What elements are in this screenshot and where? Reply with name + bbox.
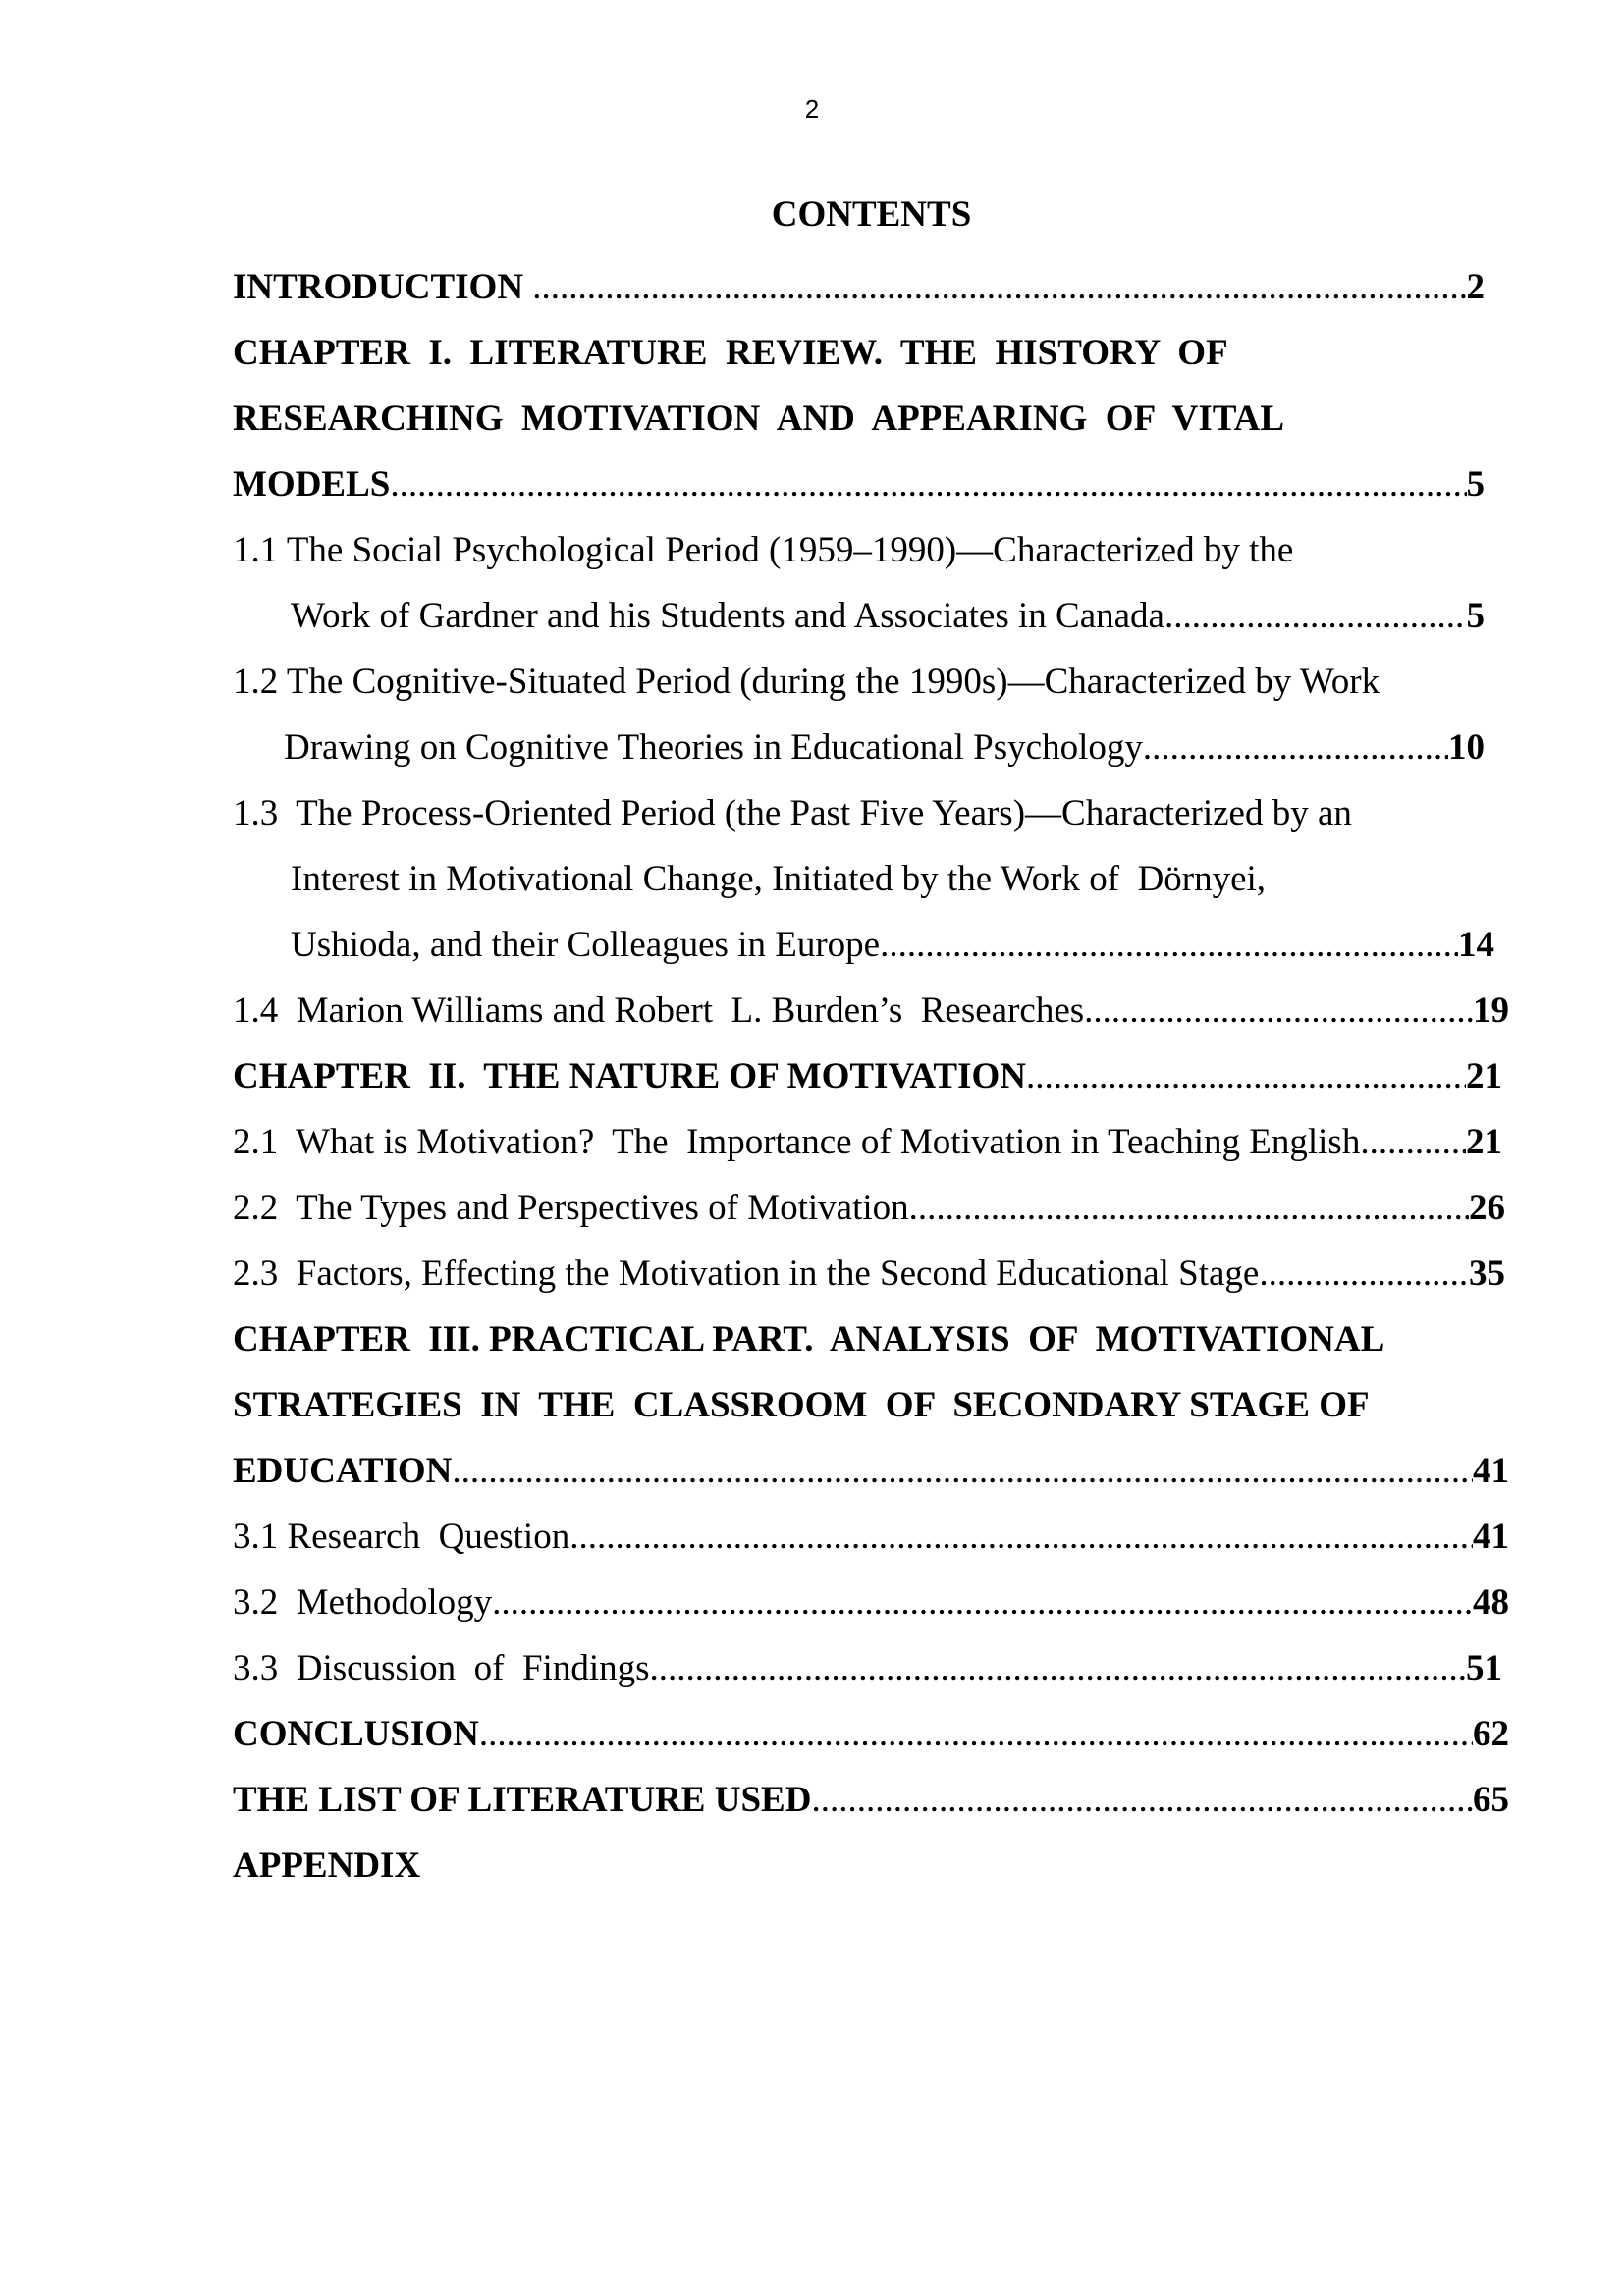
- dot-leader: [1259, 1245, 1469, 1304]
- toc-entry-title: CHAPTER III. PRACTICAL PART. ANALYSIS OF MOTIVATIONAL: [233, 1319, 1385, 1360]
- toc-entry: [233, 982, 1509, 1041]
- dot-leader: [1143, 719, 1448, 777]
- toc-entry-title: 2.2 The Types and Perspectives of Motivation: [233, 1188, 909, 1228]
- toc-entry: [233, 1442, 1509, 1501]
- toc-entry-title: CONCLUSION: [233, 1714, 479, 1754]
- toc-entry-title: Work of Gardner and his Students and Associates in Canada.: [291, 596, 1174, 636]
- toc-entry: [291, 587, 1485, 646]
- toc-entry-title: Interest in Motivational Change, Initiated by the Work of Dörnyei,: [291, 859, 1267, 899]
- toc-entry-title: 1.2 The Cognitive-Situated Period (during the 1990s)—Characterized by Work: [233, 662, 1380, 702]
- toc-entry: [291, 850, 1266, 909]
- toc-entry: [233, 1771, 1509, 1830]
- toc-entry-title: INTRODUCTION: [233, 267, 533, 307]
- dot-leader: [532, 258, 1466, 317]
- toc-entry: [233, 521, 1293, 580]
- toc-page-number: 41: [1473, 1517, 1509, 1557]
- toc-entry: [233, 1245, 1505, 1304]
- dot-leader: [569, 1508, 1473, 1567]
- toc-entry-title: MODELS: [233, 464, 391, 505]
- dot-leader: [452, 1442, 1473, 1501]
- toc-page-number: 10: [1448, 727, 1485, 768]
- toc-entry-title: CHAPTER I. LITERATURE REVIEW. THE HISTORY OF: [233, 333, 1228, 373]
- dot-leader: [880, 916, 1458, 975]
- toc-entry-title: Ushioda, and their Colleagues in Europe: [291, 925, 881, 965]
- toc-entry-title: 3.2 Methodology: [233, 1582, 493, 1623]
- toc-entry: [233, 324, 1228, 383]
- toc-page-number: 21: [1466, 1122, 1502, 1162]
- toc-entry-title: CHAPTER II. THE NATURE OF MOTIVATION: [233, 1056, 1026, 1096]
- toc-entry-title: RESEARCHING MOTIVATION AND APPEARING OF VITAL: [233, 399, 1285, 439]
- toc-title: CONTENTS: [771, 194, 972, 235]
- toc-page-number: 26: [1469, 1188, 1505, 1228]
- toc-entry: [233, 1113, 1502, 1172]
- dot-leader: [909, 1179, 1469, 1238]
- toc-entry: [233, 1179, 1505, 1238]
- dot-leader: [479, 1705, 1473, 1764]
- toc-entry: [233, 653, 1380, 712]
- toc-page-number: 41: [1473, 1451, 1509, 1491]
- toc-entry: [284, 719, 1485, 777]
- toc-entry-title: 1.3 The Process-Oriented Period (the Past Five Years)—Characterized by an: [233, 793, 1352, 833]
- toc-page-number: 19: [1473, 990, 1509, 1031]
- dot-leader: [1173, 587, 1466, 646]
- toc-entry-title: 2.1 What is Motivation? The Importance of Motivation in Teaching English: [233, 1122, 1361, 1162]
- toc-page-number: 65: [1473, 1780, 1509, 1820]
- dot-leader: [650, 1639, 1466, 1698]
- toc-page-number: 21: [1466, 1056, 1502, 1096]
- toc-entry-title: 3.3 Discussion of Findings: [233, 1648, 650, 1688]
- toc-entry: [233, 1508, 1509, 1567]
- toc-entry: [233, 1705, 1509, 1764]
- toc-page-number: 14: [1458, 925, 1494, 965]
- dot-leader: [811, 1771, 1473, 1830]
- toc-entry: [233, 1047, 1502, 1106]
- toc-page-number: 5: [1466, 596, 1485, 636]
- toc-page-number: 62: [1473, 1714, 1509, 1754]
- toc-entry: [233, 1574, 1509, 1632]
- dot-leader: [1360, 1113, 1466, 1172]
- toc-entry-title: 1.4 Marion Williams and Robert L. Burden’s Researches: [233, 990, 1085, 1031]
- toc-entry: [233, 258, 1485, 317]
- toc-entry: [233, 784, 1352, 843]
- toc-entry: [233, 1639, 1502, 1698]
- toc-page-number: 51: [1466, 1648, 1502, 1688]
- dot-leader: [1026, 1047, 1466, 1106]
- toc-page-number: 48: [1473, 1582, 1509, 1623]
- toc-entry: [233, 1310, 1384, 1369]
- page-number: 2: [804, 94, 820, 124]
- dot-leader: [492, 1574, 1473, 1632]
- toc-entry: [291, 916, 1494, 975]
- toc-entry: [233, 1837, 420, 1896]
- toc-page-number: 5: [1466, 464, 1485, 505]
- toc-entry-title: STRATEGIES IN THE CLASSROOM OF SECONDARY STAGE OF: [233, 1385, 1370, 1425]
- dot-leader: [390, 455, 1466, 514]
- toc-entry-title: EDUCATION: [233, 1451, 453, 1491]
- toc-entry-title: APPENDIX: [233, 1845, 421, 1886]
- toc-entry: [233, 455, 1485, 514]
- dot-leader: [1084, 982, 1473, 1041]
- toc-entry-title: Drawing on Cognitive Theories in Educational Psychology: [284, 727, 1143, 768]
- toc-entry-title: THE LIST OF LITERATURE USED: [233, 1780, 812, 1820]
- toc-page-number: 35: [1469, 1254, 1505, 1294]
- toc-entry-title: 3.1 Research Question: [233, 1517, 570, 1557]
- toc-page-number: 2: [1466, 267, 1485, 307]
- toc-entry: [233, 1376, 1370, 1435]
- toc-entry: [233, 390, 1284, 449]
- toc-entry-title: 1.1 The Social Psychological Period (1959–1990)—Characterized by the: [233, 530, 1294, 570]
- toc-entry-title: 2.3 Factors, Effecting the Motivation in the Second Educational Stage: [233, 1254, 1260, 1294]
